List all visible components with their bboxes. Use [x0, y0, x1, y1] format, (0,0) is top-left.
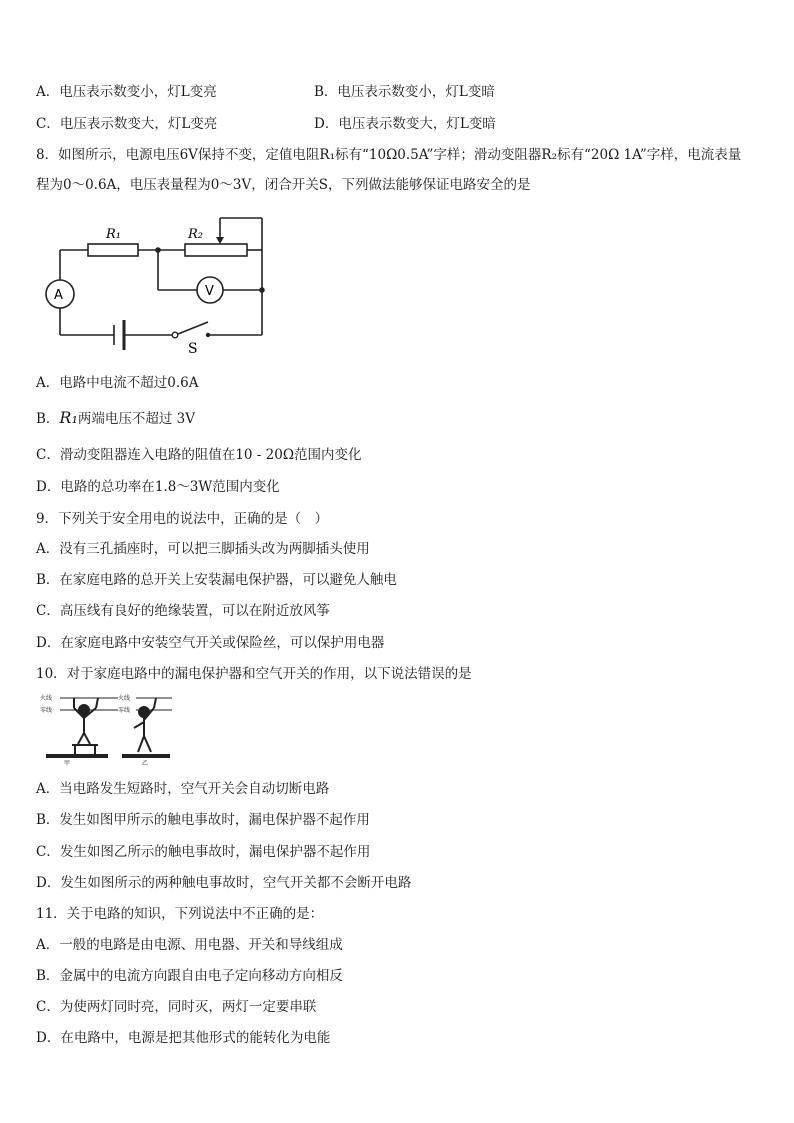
q9-option-b: B．在家庭电路的总开关上安装漏电保护器，可以避免人触电 [36, 572, 397, 588]
neutral-wire-label-right: 零线 [118, 707, 131, 714]
person-left-icon [72, 698, 98, 754]
q7-option-c: C．电压表示数变大，灯L变亮 [36, 116, 218, 132]
q10-option-c: C．发生如图乙所示的触电事故时，漏电保护器不起作用 [36, 844, 371, 860]
switch-label: S [188, 341, 198, 355]
q8-option-b-text: 两端电压不超过 3V [77, 411, 196, 427]
q10-option-b: B．发生如图甲所示的触电事故时，漏电保护器不起作用 [36, 812, 370, 828]
q9-option-d: D．在家庭电路中安装空气开关或保险丝，可以保护用电器 [36, 635, 385, 651]
neutral-wire-label-left: 零线 [40, 707, 53, 714]
q8-option-a: A．电路中电流不超过0.6A [36, 375, 199, 391]
live-wire-label-left: 火线 [40, 695, 53, 702]
q8-option-b [36, 409, 195, 428]
r2-resistor [185, 244, 247, 256]
q8-option-d: D．电路的总功率在1.8～3W范围内变化 [36, 479, 280, 495]
q10-option-a: A．当电路发生短路时，空气开关会自动切断电路 [36, 781, 330, 797]
q8-option-b-prefix: B． [36, 411, 60, 427]
q11-option-b: B．金属中的电流方向跟自由电子定向移动方向相反 [36, 968, 343, 984]
q8-option-b-symbol: R₁ [59, 408, 78, 427]
q11-option-d: D．在电路中，电源是把其他形式的能转化为电能 [36, 1030, 331, 1046]
voltmeter-label: V [205, 284, 214, 299]
q7-option-a: A．电压表示数变小，灯L变亮 [36, 84, 217, 100]
q11-stem: 11．关于电路的知识，下列说法中不正确的是： [36, 906, 324, 922]
r1-label: R₁ [106, 227, 121, 242]
q9-option-a: A．没有三孔插座时，可以把三脚插头改为两脚插头使用 [36, 541, 370, 557]
q11-option-a: A．一般的电路是由电源、用电器、开关和导线组成 [36, 937, 343, 953]
ammeter-label: A [54, 288, 63, 303]
q8-stem-line1: 8．如图所示，电源电压6V保持不变，定值电阻R₁标有“10Ω0.5A”字样；滑动变阻器R₂标有“20Ω 1A”字样，电流表量 [36, 147, 742, 163]
q8-circuit-diagram [40, 210, 280, 355]
caption-right: 乙 [142, 760, 149, 766]
q7-option-d: D．电压表示数变大，灯L变暗 [314, 116, 496, 132]
q11-option-c: C．为使两灯同时亮，同时灭，两灯一定要串联 [36, 999, 317, 1015]
r2-label: R₂ [188, 227, 203, 242]
q9-stem: 9．下列关于安全用电的说法中，正确的是（ ） [36, 511, 329, 527]
q10-shock-figure [38, 688, 172, 766]
q8-stem-line2: 程为0～0.6A，电压表量程为0～3V，闭合开关S，下列做法能够保证电路安全的是 [36, 177, 531, 193]
q9-option-c: C．高压线有良好的绝缘装置，可以在附近放风筝 [36, 603, 330, 619]
q7-option-b: B．电压表示数变小，灯L变暗 [314, 84, 495, 100]
caption-left: 甲 [64, 760, 71, 766]
r1-resistor [88, 244, 138, 256]
q10-stem: 10．对于家庭电路中的漏电保护器和空气开关的作用，以下说法错误的是 [36, 666, 472, 682]
q8-option-c: C．滑动变阻器连入电路的阻值在10 - 20Ω范围内变化 [36, 447, 362, 463]
person-right-icon [134, 698, 156, 752]
q10-option-d: D．发生如图所示的两种触电事故时，空气开关都不会断开电路 [36, 875, 412, 891]
live-wire-label-right: 火线 [118, 695, 131, 702]
